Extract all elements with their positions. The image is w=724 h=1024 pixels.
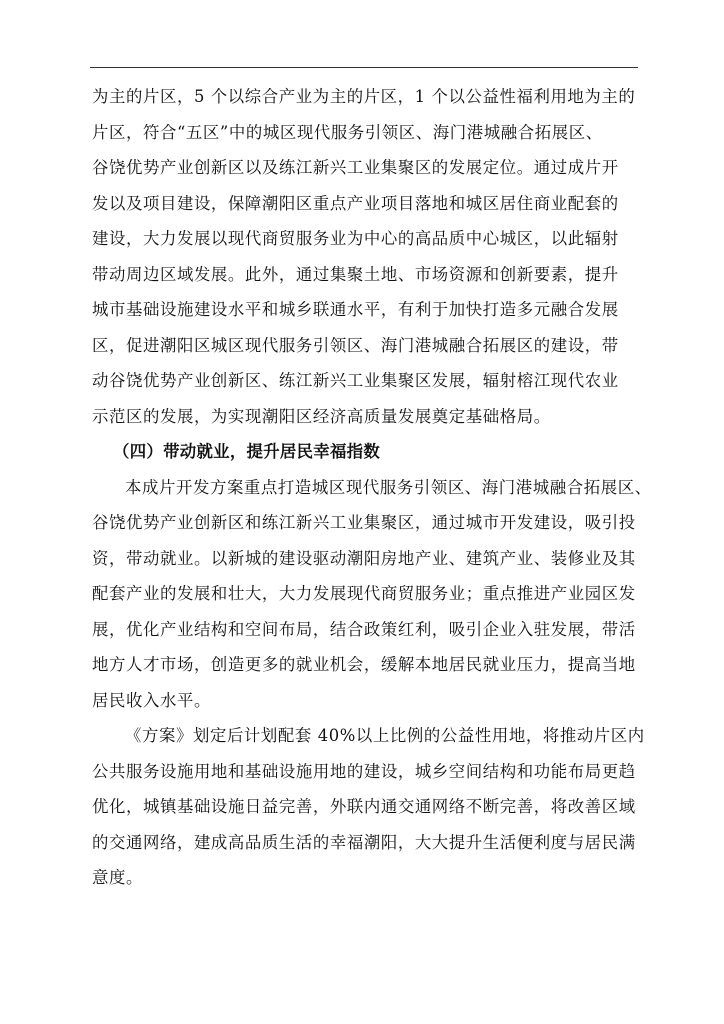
text-line: 动谷饶优势产业创新区、练江新兴工业集聚区发展，辐射榕江现代农业 (92, 371, 619, 390)
text-line: 为主的片区，5 个以综合产业为主的片区，1 个以公益性福利用地为主的 (92, 87, 636, 106)
text-line: 意度。 (92, 868, 143, 887)
text-line: 《方案》划定后计划配套 40%以上比例的公益性用地，将推动片区内 (125, 726, 645, 745)
text-line: 配套产业的发展和壮大，大力发展现代商贸服务业；重点推进产业园区发 (92, 584, 636, 603)
paragraph-2 (92, 470, 652, 719)
paragraph-3 (92, 718, 645, 896)
text-line: 优化，城镇基础设施日益完善，外联内通交通网络不断完善，将改善区域 (92, 797, 636, 816)
text-line: 地方人才市场，创造更多的就业机会，缓解本地居民就业压力，提高当地 (92, 655, 636, 674)
text-line: 城市基础设施建设水平和城乡联通水平，有利于加快打造多元融合发展 (92, 300, 619, 319)
text-line: 示范区的发展，为实现潮阳区经济高质量发展奠定基础格局。 (92, 406, 551, 426)
text-line: 谷饶优势产业创新区和练江新兴工业集聚区，通过城市开发建设，吸引投 (92, 513, 636, 532)
header-rule (90, 67, 638, 68)
text-line: 的交通网络，建成高品质生活的幸福潮阳，大大提升生活便利度与居民满 (92, 832, 636, 852)
text-line: 居民收入水平。 (92, 690, 211, 710)
text-line: 带动周边区域发展。此外，通过集聚土地、市场资源和创新要素，提升 (92, 264, 619, 284)
text-line: 本成片开发方案重点打造城区现代服务引领区、海门港城融合拓展区、 (125, 477, 652, 497)
text-line: 建设，大力发展以现代商贸服务业为中心的高品质中心城区，以此辐射 (92, 229, 619, 248)
paragraph-1 (92, 79, 640, 434)
text-line: 谷饶优势产业创新区以及练江新兴工业集聚区的发展定位。通过成片开 (92, 158, 619, 177)
text-line: 片区，符合“五区”中的城区现代服务引领区、海门港城融合拓展区、 (92, 122, 603, 142)
text-line: 区，促进潮阳区城区现代服务引领区、海门港城融合拓展区的建设，带 (92, 335, 619, 355)
text-line: 资，带动就业。以新城的建设驱动潮阳房地产业、建筑产业、装修业及其 (92, 548, 636, 568)
document-body (92, 79, 652, 896)
text-line: 展，优化产业结构和空间布局，结合政策红利，吸引企业入驻发展，带活 (92, 619, 636, 639)
text-line: 发以及项目建设，保障潮阳区重点产业项目落地和城区居住商业配套的 (92, 193, 619, 213)
text-line: 公共服务设施用地和基础设施用地的建设，城乡空间结构和功能布局更趋 (92, 761, 636, 781)
section-heading: （四）带动就业，提升居民幸福指数 (113, 442, 381, 461)
